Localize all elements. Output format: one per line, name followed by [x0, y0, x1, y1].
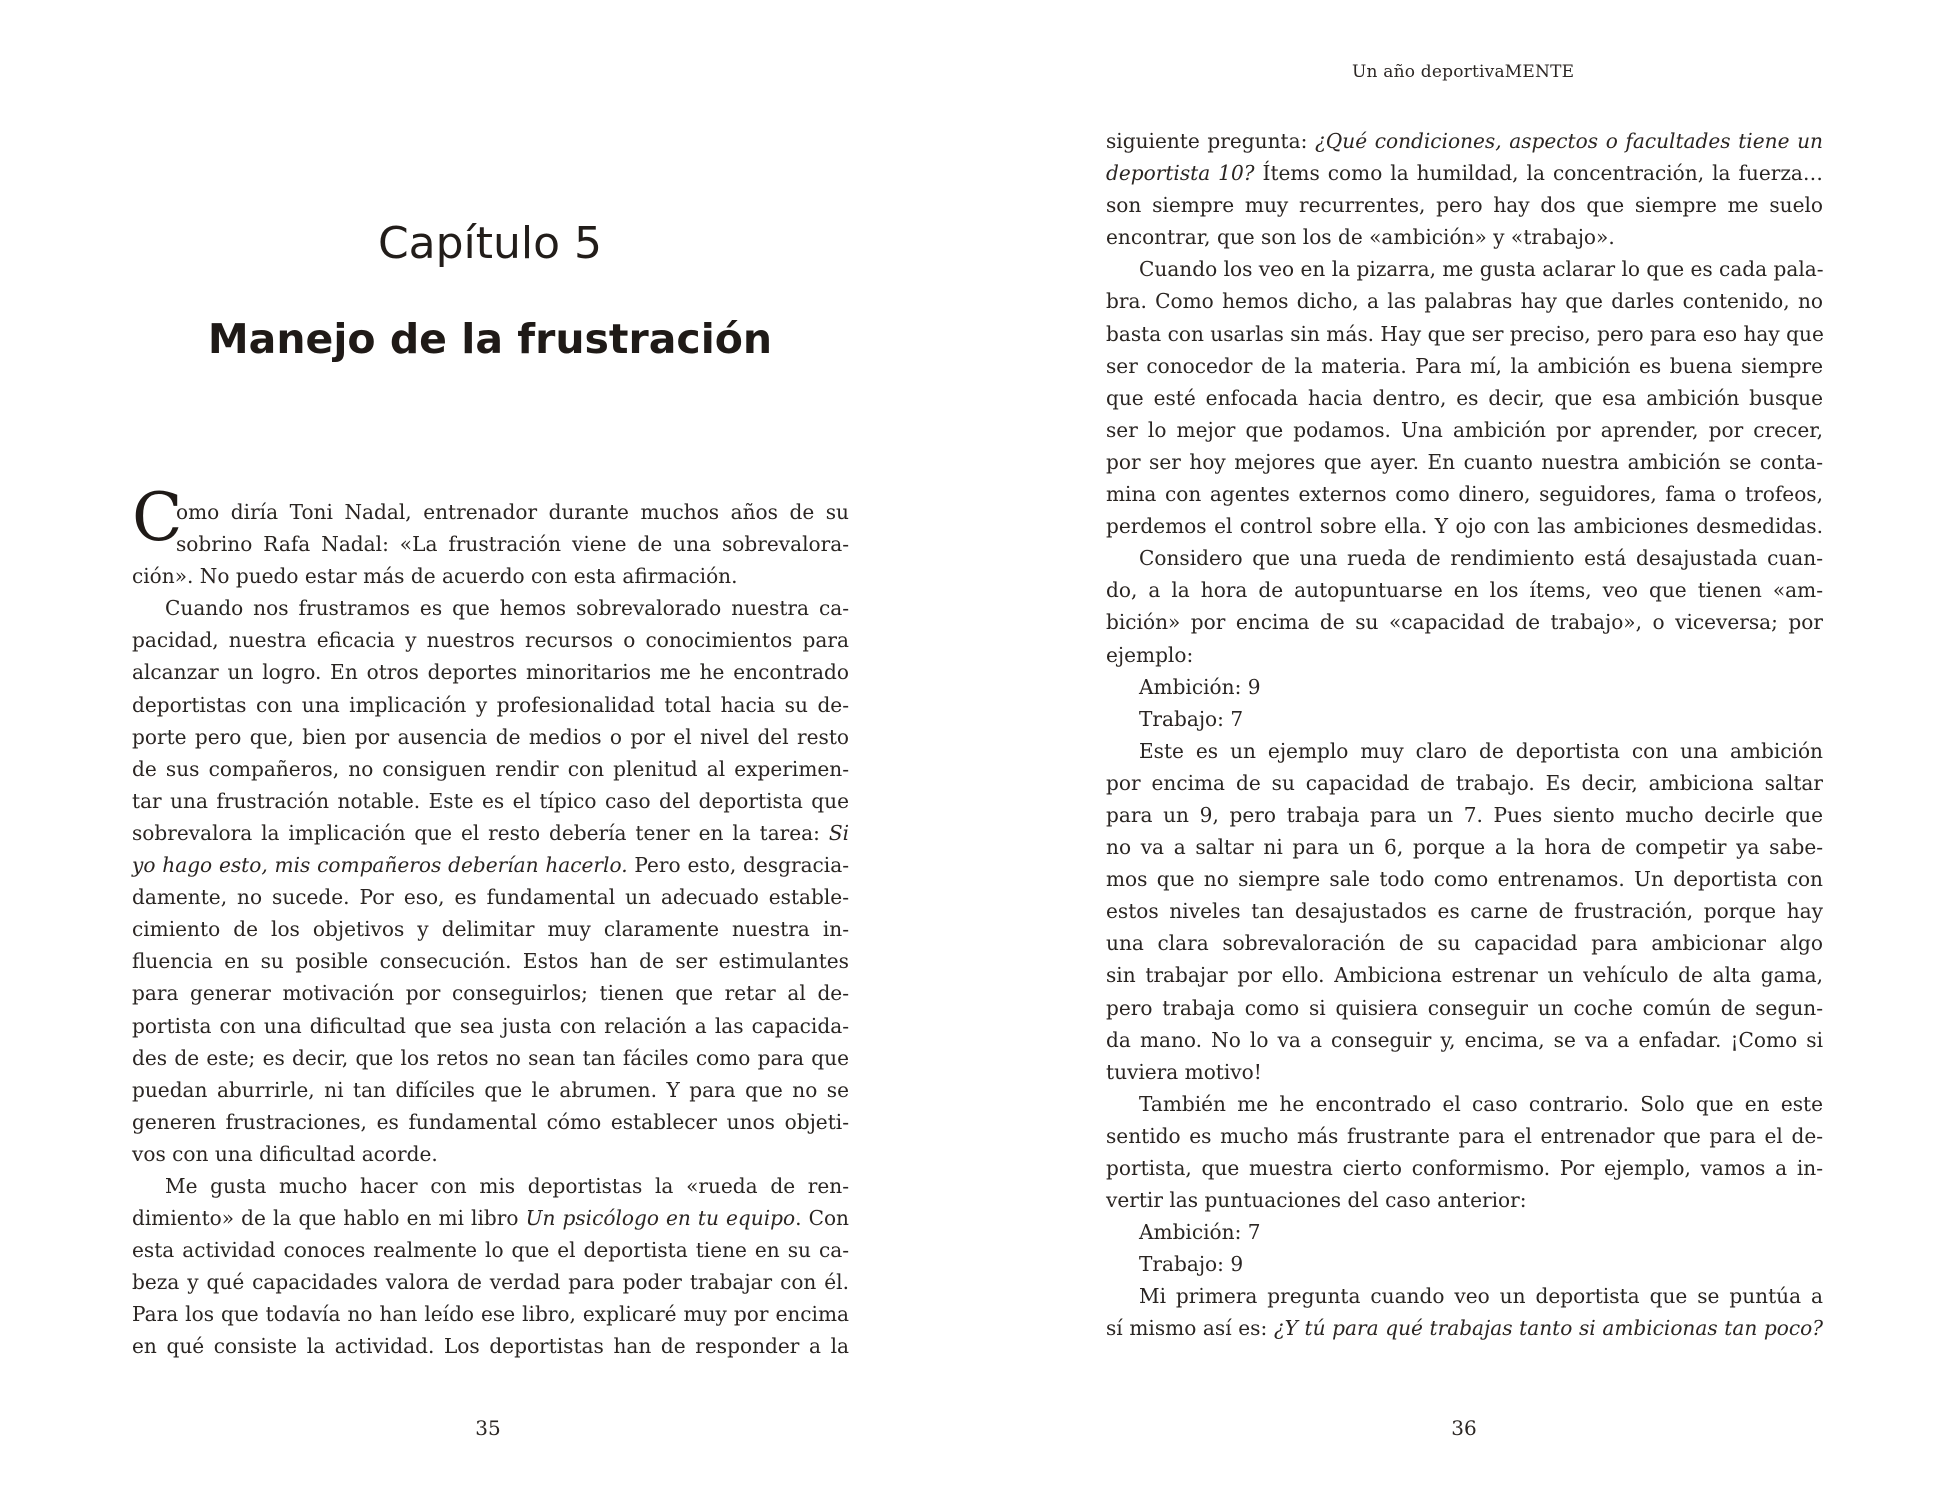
text-line: Ambición: 9: [1139, 674, 1261, 699]
chapter-title: Manejo de la frustración: [207, 315, 773, 363]
text-line: tuviera motivo!: [1106, 1059, 1262, 1084]
text-span: sobrevalora la implicación que el resto debería tener en la tarea:: [132, 820, 820, 845]
text-line: damente, no sucede. Por eso, es fundamental un adecuado estable-: [132, 885, 849, 910]
italic-span: yo hago esto, mis compañeros deberían hacerlo.: [132, 853, 628, 878]
text-line: basta con usarlas sin más. Hay que ser preciso, pero para eso hay que: [1106, 321, 1824, 346]
italic-span: deportista 10?: [1106, 161, 1255, 186]
text-line: Trabajo: 9: [1139, 1252, 1244, 1277]
text-line: da mano. No lo va a conseguir y, encima, se va a enfadar. ¡Como si: [1106, 1027, 1823, 1052]
text-line: cimiento de los objetivos y delimitar muy claramente nuestra in-: [132, 917, 849, 942]
text-line: de sus compañeros, no consiguen rendir con plenitud al experimen-: [132, 756, 849, 781]
text-line: Cuando nos frustramos es que hemos sobrevalorado nuestra ca-: [165, 596, 849, 621]
text-line: [1106, 125, 1823, 157]
page-number: 36: [1451, 1416, 1477, 1440]
italic-span: ¿Y tú para qué trabajas tanto si ambicionas tan poco?: [1273, 1316, 1823, 1341]
text-span: siguiente pregunta:: [1106, 129, 1308, 153]
text-line: para generar motivación por conseguirlos; tienen que retar al de-: [132, 981, 849, 1006]
text-line: ser lo mejor que podamos. Una ambición por aprender, por crecer,: [1106, 417, 1823, 442]
text-line: para un 9, pero trabaja para un 7. Pues siento mucho decirle que: [1106, 802, 1823, 827]
text-line: mos que no siempre sale todo como entrenamos. Un deportista con: [1106, 867, 1823, 892]
text-line: bición» por encima de su «capacidad de trabajo», o viceversa; por: [1106, 610, 1823, 635]
text-line: portista con una dificultad que sea justa con relación a las capacida-: [132, 1013, 849, 1038]
text-line: fluencia en su posible consecución. Estos han de ser estimulantes: [132, 949, 849, 974]
text-line: tar una frustración notable. Este es el típico caso del deportista que: [132, 788, 849, 813]
text-line: [1106, 1312, 1823, 1344]
text-line: porte pero que, bien por ausencia de medios o por el nivel del resto: [132, 724, 849, 749]
text-line: Mi primera pregunta cuando veo un deportista que se puntúa a: [1139, 1284, 1823, 1309]
italic-span: Si: [828, 820, 850, 845]
text-line: Me gusta mucho hacer con mis deportistas la «rueda de ren-: [165, 1173, 849, 1198]
text-span: Pero esto, desgracia-: [634, 853, 849, 878]
text-line: por ser hoy mejores que ayer. En cuanto nuestra ambición se conta-: [1106, 449, 1823, 474]
left-body-text: [132, 479, 850, 1363]
text-line: Trabajo: 7: [1139, 706, 1244, 731]
text-line: También me he encontrado el caso contrario. Solo que en este: [1139, 1091, 1823, 1116]
text-line: Cuando los veo en la pizarra, me gusta aclarar lo que es cada pala-: [1139, 257, 1824, 282]
text-line: ser conocedor de la materia. Para mí, la ambición es buena siempre: [1106, 353, 1823, 378]
text-line: esta actividad conoces realmente lo que el deportista tiene en su ca-: [132, 1238, 849, 1263]
text-line: sin trabajar por ello. Ambiciona estrenar un vehículo de alta gama,: [1106, 963, 1823, 988]
text-line: Considero que una rueda de rendimiento está desajustada cuan-: [1139, 546, 1823, 571]
text-line: [132, 817, 849, 849]
text-line: deportistas con una implicación y profesionalidad total hacia su de-: [132, 692, 849, 717]
text-line: [132, 849, 849, 881]
text-line: Ambición: 7: [1139, 1220, 1261, 1245]
text-line: sentido es mucho más frustrante para el entrenador que para el de-: [1106, 1123, 1823, 1148]
page-number: 35: [475, 1416, 501, 1440]
text-line: do, a la hora de autopuntuarse en los ítems, veo que tienen «am-: [1106, 578, 1823, 603]
text-line: mina con agentes externos como dinero, seguidores, fama o trofeos,: [1106, 482, 1823, 507]
text-line: estos niveles tan desajustados es carne de frustración, porque hay: [1106, 899, 1823, 924]
text-line: vos con una dificultad acorde.: [132, 1141, 438, 1166]
text-line: pero trabaja como si quisiera conseguir un coche común de segun-: [1106, 995, 1823, 1020]
text-line: por encima de su capacidad de trabajo. Es decir, ambiciona saltar: [1106, 770, 1823, 795]
text-line: pacidad, nuestra eficacia y nuestros recursos o conocimientos para: [132, 628, 849, 653]
italic-span: ¿Qué condiciones, aspectos o facultades tiene un: [1315, 129, 1823, 153]
text-line: encontrar, que son los de «ambición» y «trabajo».: [1106, 225, 1615, 250]
text-line: beza y qué capacidades valora de verdad para poder trabajar con él.: [132, 1270, 849, 1295]
text-span: Ítems como la humildad, la concentración, la fuerza…: [1262, 161, 1824, 186]
text-line: ejemplo:: [1106, 642, 1194, 667]
text-line: ción». No puedo estar más de acuerdo con esta afirmación.: [132, 564, 738, 589]
text-span: . Con: [795, 1206, 849, 1231]
drop-cap: C: [132, 479, 183, 556]
text-line: que esté enfocada hacia dentro, es decir, que esa ambición busque: [1106, 385, 1823, 410]
text-line: puedan aburrirle, ni tan difíciles que le abrumen. Y para que no se: [132, 1077, 849, 1102]
text-line: alcanzar un logro. En otros deportes minoritarios me he encontrado: [132, 660, 849, 685]
text-line: bra. Como hemos dicho, a las palabras hay que darles contenido, no: [1106, 289, 1823, 314]
text-line: son siempre muy recurrentes, pero hay dos que siempre me suelo: [1106, 193, 1823, 218]
running-head: Un año deportivaMENTE: [1352, 62, 1575, 82]
text-line: [132, 1202, 849, 1234]
text-line: [1106, 157, 1823, 189]
text-line: perdemos el control sobre ella. Y ojo con las ambiciones desmedidas.: [1106, 514, 1823, 539]
text-span: sí mismo así es:: [1106, 1316, 1268, 1341]
text-line: generen frustraciones, es fundamental cómo establecer unos objeti-: [132, 1109, 849, 1134]
text-line: sobrino Rafa Nadal: «La frustración viene de una sobrevalora-: [176, 532, 849, 557]
italic-span: Un psicólogo en tu equipo: [525, 1206, 796, 1231]
text-line: una clara sobrevaloración de su capacidad para ambicionar algo: [1106, 931, 1823, 956]
text-span: dimiento» de la que hablo en mi libro: [132, 1206, 519, 1231]
text-line: en qué consiste la actividad. Los deportistas han de responder a la: [132, 1334, 849, 1359]
chapter-label: Capítulo 5: [377, 218, 603, 269]
text-line: no va a saltar ni para un 6, porque a la hora de competir ya sabe-: [1106, 835, 1823, 860]
text-line: Para los que todavía no han leído ese libro, explicaré muy por encima: [132, 1302, 849, 1327]
text-line: Este es un ejemplo muy claro de deportista con una ambición: [1139, 738, 1823, 763]
text-line: vertir las puntuaciones del caso anterior:: [1106, 1188, 1527, 1213]
right-body-text: [1106, 125, 1823, 1345]
text-line: des de este; es decir, que los retos no sean tan fáciles como para que: [132, 1045, 849, 1070]
text-span: omo diría Toni Nadal, entrenador durante muchos años de su: [176, 500, 849, 524]
text-line: portista, que muestra cierto conformismo. Por ejemplo, vamos a in-: [1106, 1156, 1823, 1180]
